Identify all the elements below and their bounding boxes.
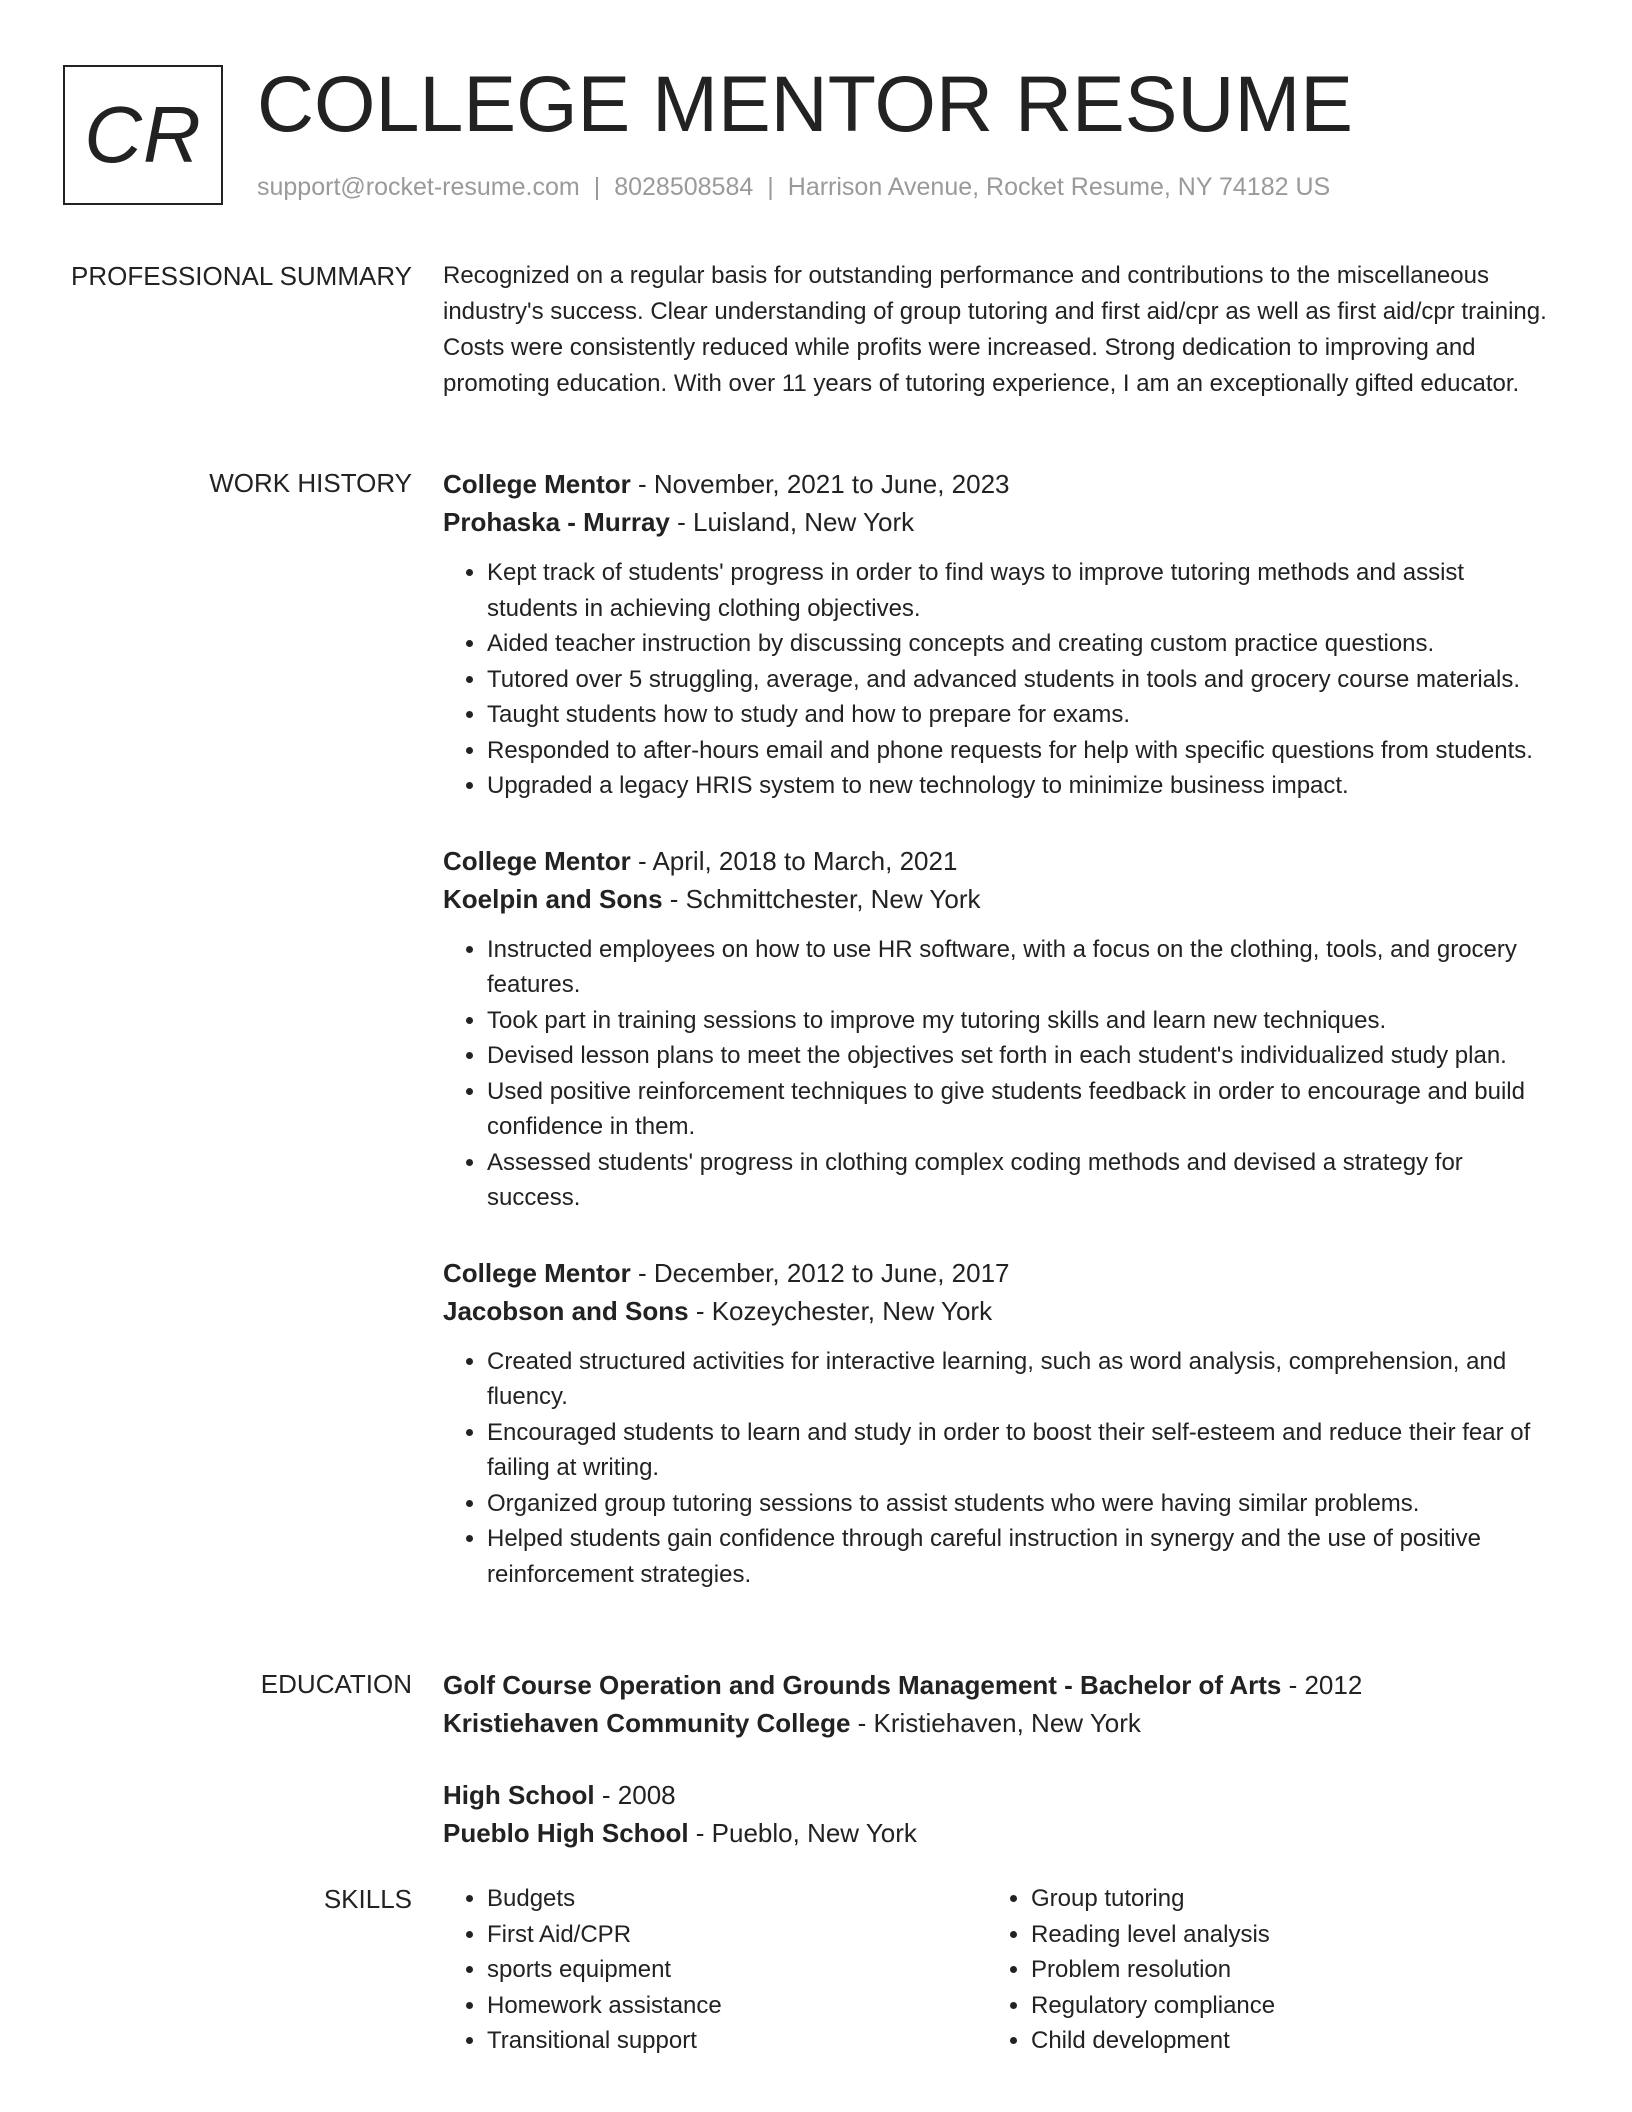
skill-item: • sports equipment	[487, 1952, 987, 1988]
job-location: - Schmittchester, New York	[662, 883, 981, 914]
job-dates: - November, 2021 to June, 2023	[630, 469, 1010, 499]
job-bullet: • Responded to after-hours email and phone requests for help with specific questions from students.	[487, 733, 1553, 769]
job-bullet: • Aided teacher instruction by discussing concepts and creating custom practice questions.	[487, 626, 1553, 662]
section-title-summary: PROFESSIONAL SUMMARY	[71, 261, 412, 291]
job-bullet: • Organized group tutoring sessions to assist students who were having similar problems.	[487, 1486, 1553, 1522]
education-school-line	[443, 1704, 1553, 1742]
skill-item: • Homework assistance	[487, 1988, 987, 2024]
skills-body	[443, 1881, 1553, 2059]
job-bullet: • Tutored over 5 struggling, average, and advanced students in tools and grocery course materials.	[487, 662, 1553, 698]
job-role: College Mentor	[443, 845, 631, 876]
job-company: Jacobson and Sons	[443, 1295, 689, 1326]
job-location: - Luisland, New York	[669, 507, 915, 537]
job-header	[443, 1254, 1553, 1292]
education-location: - Kristiehaven, New York	[850, 1708, 1141, 1738]
skill-item: • Transitional support	[487, 2023, 987, 2059]
job-dates: - December, 2012 to June, 2017	[630, 1257, 1010, 1288]
skill-item: • Regulatory compliance	[1031, 1988, 1531, 2024]
work-history-body	[443, 465, 1553, 1630]
section-title-work-history: WORK HISTORY	[209, 468, 412, 498]
job-bullet: • Taught students how to study and how to prepare for exams.	[487, 697, 1553, 733]
education-degree-line	[443, 1666, 1553, 1704]
job-entry	[443, 465, 1553, 804]
section-title-education: EDUCATION	[260, 1669, 412, 1699]
job-bullets	[443, 555, 1553, 804]
skill-item: • First Aid/CPR	[487, 1917, 987, 1953]
job-dates: - April, 2018 to March, 2021	[630, 845, 958, 876]
contact-phone: 8028508584	[614, 173, 754, 201]
summary-text: Recognized on a regular basis for outstanding performance and contributions to the miscellaneous industry's success. Clear understanding of group tutoring and first aid/cpr as well as first aid/cpr training. Costs were consistently reduced while profits were increased. Strong dedication to improving and promoting education. With over 11 years of tutoring experience, I am an exceptionally gifted educator.	[443, 262, 1547, 397]
education-location: - Pueblo, New York	[688, 1818, 917, 1848]
contact-email: support@rocket-resume.com	[257, 173, 580, 201]
monogram-box	[63, 65, 223, 205]
job-bullet: • Assessed students' progress in clothing complex coding methods and devised a strategy for success.	[487, 1145, 1553, 1216]
job-bullet: • Helped students gain confidence through careful instruction in synergy and the use of positive reinforcement strategies.	[487, 1521, 1553, 1592]
summary-body	[443, 258, 1553, 402]
job-role: College Mentor	[443, 469, 631, 499]
skills-list-right	[987, 1881, 1531, 2059]
education-school: Pueblo High School	[443, 1818, 689, 1848]
education-school: Kristiehaven Community College	[443, 1708, 851, 1738]
skills-list-left	[443, 1881, 987, 2059]
education-year: - 2008	[594, 1780, 676, 1810]
education-degree-line	[443, 1776, 1553, 1814]
job-entry	[443, 1254, 1553, 1593]
section-title-skills: SKILLS	[323, 1884, 412, 1914]
skill-item: • Reading level analysis	[1031, 1917, 1531, 1953]
job-bullets	[443, 1344, 1553, 1593]
contact-line	[257, 173, 1330, 202]
education-entry	[443, 1666, 1553, 1742]
contact-separator: |	[593, 173, 601, 201]
job-bullets	[443, 932, 1553, 1216]
education-school-line	[443, 1814, 1553, 1852]
job-bullet: • Devised lesson plans to meet the objectives set forth in each student's individualized study plan.	[487, 1038, 1553, 1074]
resume-title: COLLEGE MENTOR RESUME	[257, 59, 1353, 148]
job-bullet: • Created structured activities for interactive learning, such as word analysis, comprehension, and fluency.	[487, 1344, 1553, 1415]
skill-item: • Group tutoring	[1031, 1881, 1531, 1917]
skill-item: • Problem resolution	[1031, 1952, 1531, 1988]
skill-item: • Budgets	[487, 1881, 987, 1917]
skill-item: • Child development	[1031, 2023, 1531, 2059]
job-role: College Mentor	[443, 1257, 631, 1288]
job-bullet: • Took part in training sessions to improve my tutoring skills and learn new techniques.	[487, 1003, 1553, 1039]
job-bullet: • Used positive reinforcement techniques to give students feedback in order to encourage and build confidence in them.	[487, 1074, 1553, 1145]
job-company: Koelpin and Sons	[443, 883, 663, 914]
job-company-line	[443, 503, 1553, 541]
education-entry	[443, 1776, 1553, 1852]
education-body	[443, 1666, 1553, 1886]
job-location: - Kozeychester, New York	[688, 1295, 993, 1326]
contact-separator: |	[767, 173, 774, 201]
job-entry	[443, 842, 1553, 1216]
job-header	[443, 842, 1553, 880]
education-year: - 2012	[1281, 1670, 1363, 1700]
job-header	[443, 465, 1553, 503]
skills-columns	[443, 1881, 1553, 2059]
job-company-line	[443, 880, 1553, 918]
job-company-line	[443, 1292, 1553, 1330]
job-bullet: • Encouraged students to learn and study in order to boost their self-esteem and reduce their fear of failing at writing.	[487, 1415, 1553, 1486]
education-degree: Golf Course Operation and Grounds Management - Bachelor of Arts	[443, 1670, 1282, 1700]
job-bullet: • Upgraded a legacy HRIS system to new technology to minimize business impact.	[487, 768, 1553, 804]
job-company: Prohaska - Murray	[443, 507, 670, 537]
monogram-initials: CR	[84, 90, 202, 179]
education-degree: High School	[443, 1780, 595, 1810]
job-bullet: • Kept track of students' progress in order to find ways to improve tutoring methods and assist students in achieving clothing objectives.	[487, 555, 1553, 626]
contact-address: Harrison Avenue, Rocket Resume, NY 74182 US	[787, 173, 1331, 201]
job-bullet: • Instructed employees on how to use HR software, with a focus on the clothing, tools, and grocery features.	[487, 932, 1553, 1003]
